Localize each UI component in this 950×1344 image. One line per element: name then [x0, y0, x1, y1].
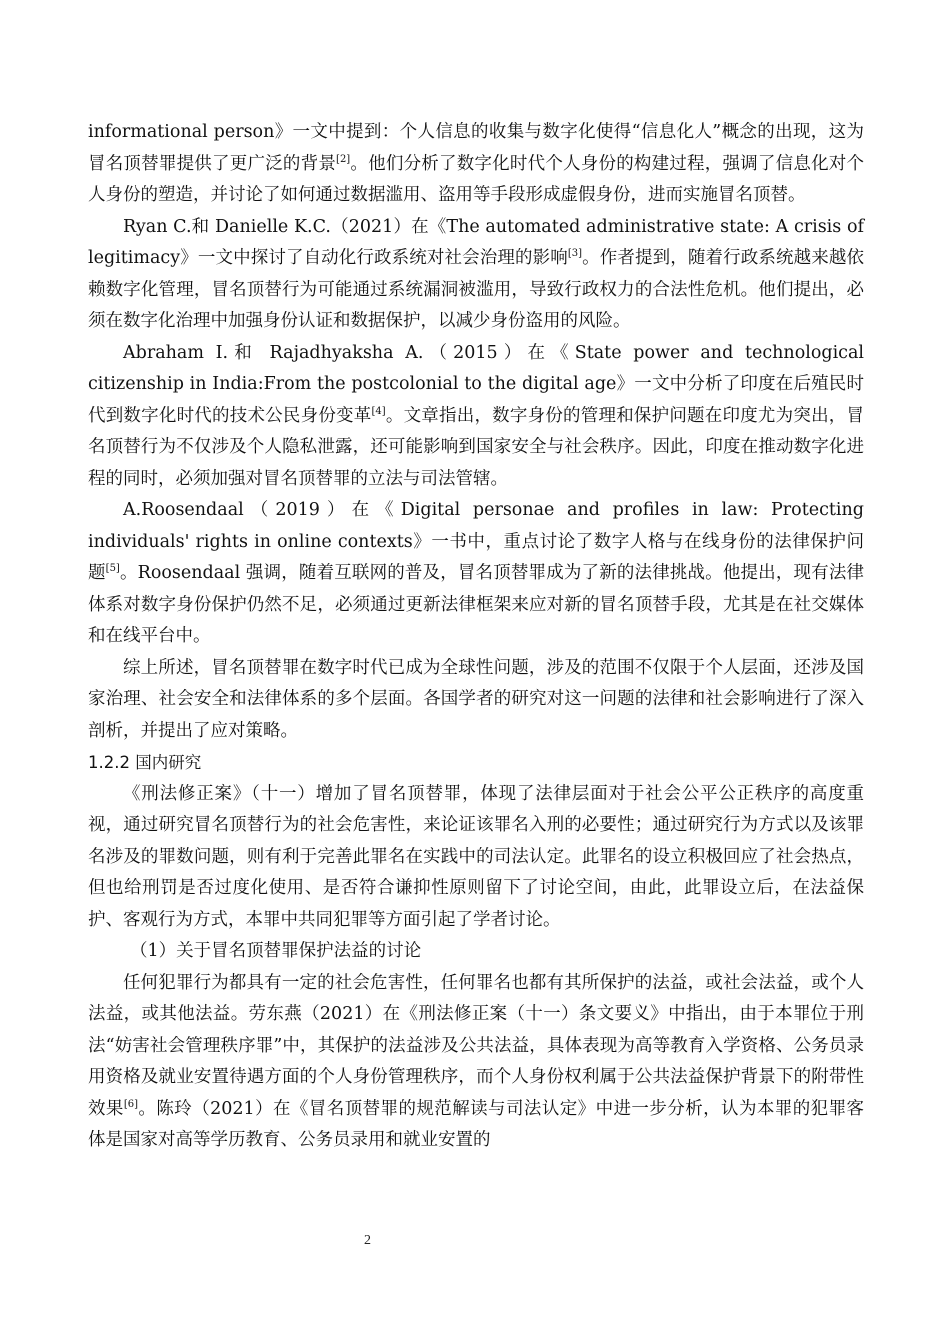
section-heading: 1.2.2 国内研究: [88, 753, 202, 772]
paragraph-3: Abraham I.和 Rajadhyaksha A.（2015）在《State power and technological citizenship in India:From the postcolonial to the digital age》一文中分析了印度在后殖民时代到数字化时代的技术公民身份变革[4]。文章指出，数字身份的管理和保护问题在印度尤为突出，冒名顶替行为不仅涉及个人隐私泄露，还可能影响到国家安全与社会秩序。因此，印度在推动数字化进程的同时，必须加强对冒名顶替罪的立法与司法管辖。: [88, 342, 865, 489]
citation-ref[interactable]: [5]: [105, 563, 120, 575]
page-number: 2: [364, 1233, 371, 1248]
paragraph-4: A.Roosendaal（2019）在《Digital personae and profiles in law: Protecting individuals' rights in online contexts》一书中，重点讨论了数字人格与在线身份的法律保护问题[5]。Roosendaal 强调，随着互联网的普及，冒名顶替罪成为了新的法律挑战。他提出，现有法律体系对数字身份保护仍然不足，必须通过更新法律框架来应对新的冒名顶替手段，尤其是在社交媒体和在线平台中。: [88, 500, 864, 646]
citation-ref[interactable]: [3]: [567, 248, 583, 260]
paragraph-2: Ryan C.和 Danielle K.C.（2021）在《The automated administrative state: A crisis of legitimacy》一文中探讨了自动化行政系统对社会治理的影响[3]。作者提到，随着行政系统越来越依赖数字化管理，冒名顶替行为可能通过系统漏洞被滥用，导致行政权力的合法性危机。他们提出，必须在数字化治理中加强身份认证和数据保护，以减少身份盗用的风险。: [88, 216, 864, 331]
body-text: [88, 117, 864, 1157]
sub-heading: （1）关于冒名顶替罪保护法益的讨论: [130, 941, 422, 961]
paragraph-1: informational person》一文中提到：个人信息的收集与数字化使得“信息化人”概念的出现，这为冒名顶替罪提供了更广泛的背景[2]。他们分析了数字化时代个人身份的构建过程，强调了信息化对个人身份的塑造，并讨论了如何通过数据滥用、盗用等手段形成虚假身份，进而实施冒名顶替。: [88, 122, 865, 205]
citation-ref[interactable]: [4]: [371, 405, 386, 417]
paragraph-5: 综上所述，冒名顶替罪在数字时代已成为全球性问题，涉及的范围不仅限于个人层面，还涉及国家治理、社会安全和法律体系的多个层面。各国学者的研究对这一问题的法律和社会影响进行了深入剖析，并提出了应对策略。: [88, 657, 864, 741]
citation-ref[interactable]: [2]: [336, 153, 351, 165]
section-intro-paragraph: 《刑法修正案》（十一）增加了冒名顶替罪，体现了法律层面对于社会公平公正秩序的高度重视，通过研究冒名顶替行为的社会危害性，来论证该罪名入刑的必要性；通过研究行为方式以及该罪名涉及的罪数问题，则有利于完善此罪名在实践中的司法认定。此罪名的设立积极回应了社会热点，但也给刑罚是否过度化使用、是否符合谦抑性原则留下了讨论空间，由此，此罪设立后，在法益保护、客观行为方式，本罪中共同犯罪等方面引起了学者讨论。: [88, 783, 864, 930]
citation-ref[interactable]: [6]: [123, 1098, 139, 1110]
paragraph-final: 任何犯罪行为都具有一定的社会危害性，任何罪名也都有其所保护的法益，或社会法益，或个人法益，或其他法益。劳东燕（2021）在《刑法修正案（十一）条文要义》中指出，由于本罪位于刑法“妨害社会管理秩序罪”中，其保护的法益涉及公共法益，具体表现为高等教育入学资格、公务员录用资格及就业安置待遇方面的个人身份管理秩序，而个人身份权利属于公共法益保护背景下的附带性效果[6]。陈玲（2021）在《冒名顶替罪的规范解读与司法认定》中进一步分析，认为本罪的犯罪客体是国家对高等学历教育、公务员录用和就业安置的: [88, 972, 864, 1150]
